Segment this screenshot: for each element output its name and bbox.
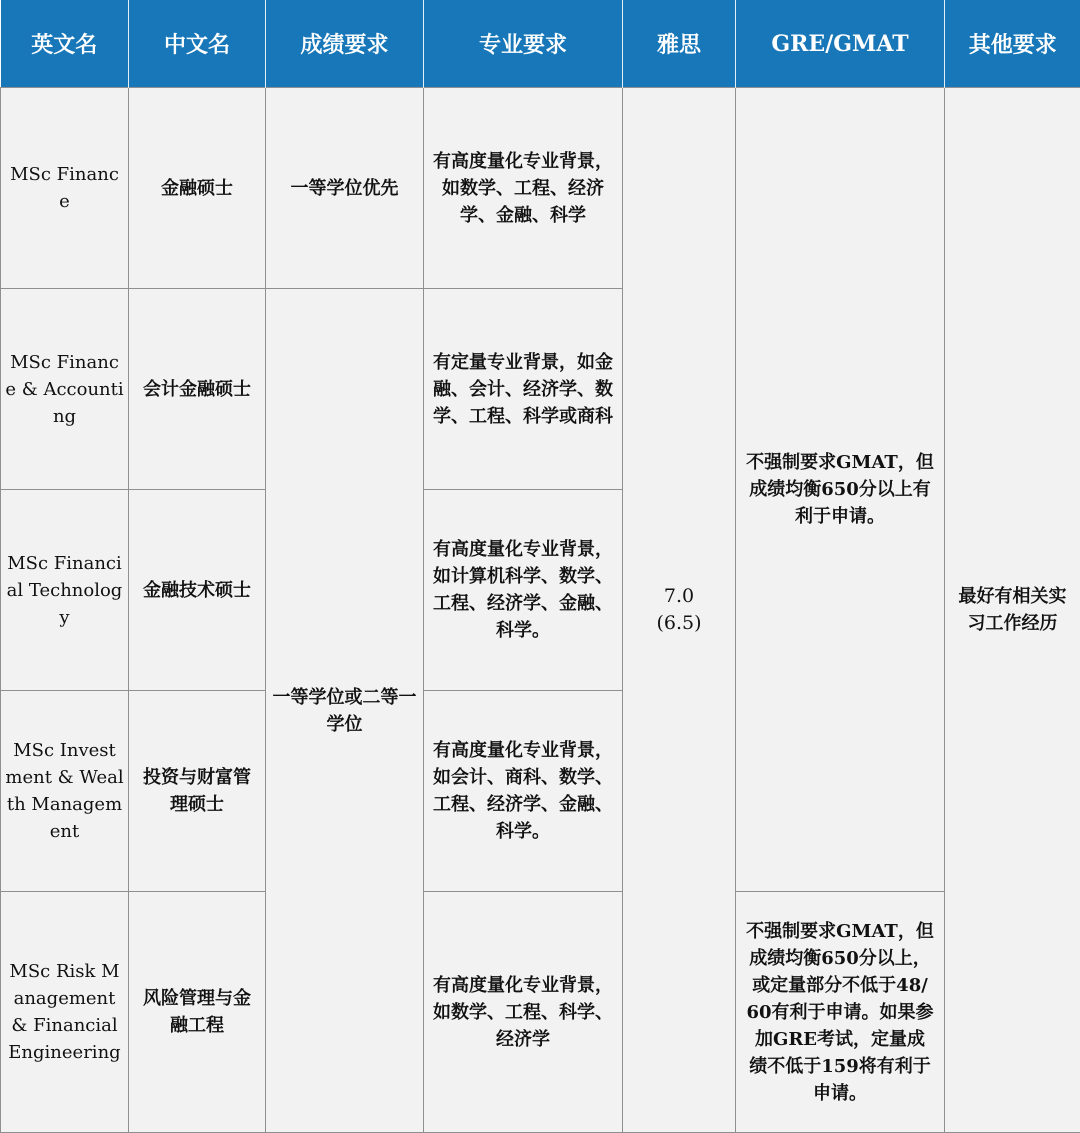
english-name-cell: MSc Investment & Wealth Management bbox=[1, 691, 129, 892]
other-requirement-cell: 最好有相关实习工作经历 bbox=[945, 88, 1080, 1133]
gre-gmat-cell: 不强制要求GMAT，但成绩均衡650分以上，或定量部分不低于48/60有利于申请。如果参加GRE考试，定量成绩不低于159将有利于申请。 bbox=[736, 892, 945, 1133]
ielts-overall: 7.0 bbox=[663, 585, 695, 607]
grade-requirement-cell: 一等学位优先 bbox=[266, 88, 424, 289]
chinese-name-cell: 金融硕士 bbox=[129, 88, 266, 289]
major-requirement-cell: 有定量专业背景，如金融、会计、经济学、数学、工程、科学或商科 bbox=[424, 289, 623, 490]
major-requirement-cell: 有高度量化专业背景，如数学、工程、科学、经济学 bbox=[424, 892, 623, 1133]
header-major-requirement: 专业要求 bbox=[424, 0, 623, 88]
header-row bbox=[1, 0, 1080, 88]
table-row bbox=[1, 88, 1080, 289]
header-gre-gmat: GRE/GMAT bbox=[736, 0, 945, 88]
english-name-cell: MSc Finance & Accounting bbox=[1, 289, 129, 490]
ielts-subscore: (6.5) bbox=[656, 612, 702, 634]
major-requirement-cell: 有高度量化专业背景，如计算机科学、数学、工程、经济学、金融、科学。 bbox=[424, 490, 623, 691]
gre-gmat-cell: 不强制要求GMAT，但成绩均衡650分以上有利于申请。 bbox=[736, 88, 945, 892]
chinese-name-cell: 投资与财富管理硕士 bbox=[129, 691, 266, 892]
chinese-name-cell: 金融技术硕士 bbox=[129, 490, 266, 691]
english-name-cell: MSc Risk Management & Financial Engineering bbox=[1, 892, 129, 1133]
header-ielts: 雅思 bbox=[623, 0, 736, 88]
chinese-name-cell: 会计金融硕士 bbox=[129, 289, 266, 490]
chinese-name-cell: 风险管理与金融工程 bbox=[129, 892, 266, 1133]
major-requirement-cell: 有高度量化专业背景，如数学、工程、经济学、金融、科学 bbox=[424, 88, 623, 289]
header-english-name: 英文名 bbox=[1, 0, 129, 88]
header-chinese-name: 中文名 bbox=[129, 0, 266, 88]
table-row bbox=[1, 892, 1080, 1133]
english-name-cell: MSc Finance bbox=[1, 88, 129, 289]
ielts-cell bbox=[623, 88, 736, 1133]
header-grade-requirement: 成绩要求 bbox=[266, 0, 424, 88]
header-other-requirement: 其他要求 bbox=[945, 0, 1080, 88]
english-name-cell: MSc Financial Technology bbox=[1, 490, 129, 691]
major-requirement-cell: 有高度量化专业背景，如会计、商科、数学、工程、经济学、金融、科学。 bbox=[424, 691, 623, 892]
grade-requirement-cell: 一等学位或二等一学位 bbox=[266, 289, 424, 1133]
